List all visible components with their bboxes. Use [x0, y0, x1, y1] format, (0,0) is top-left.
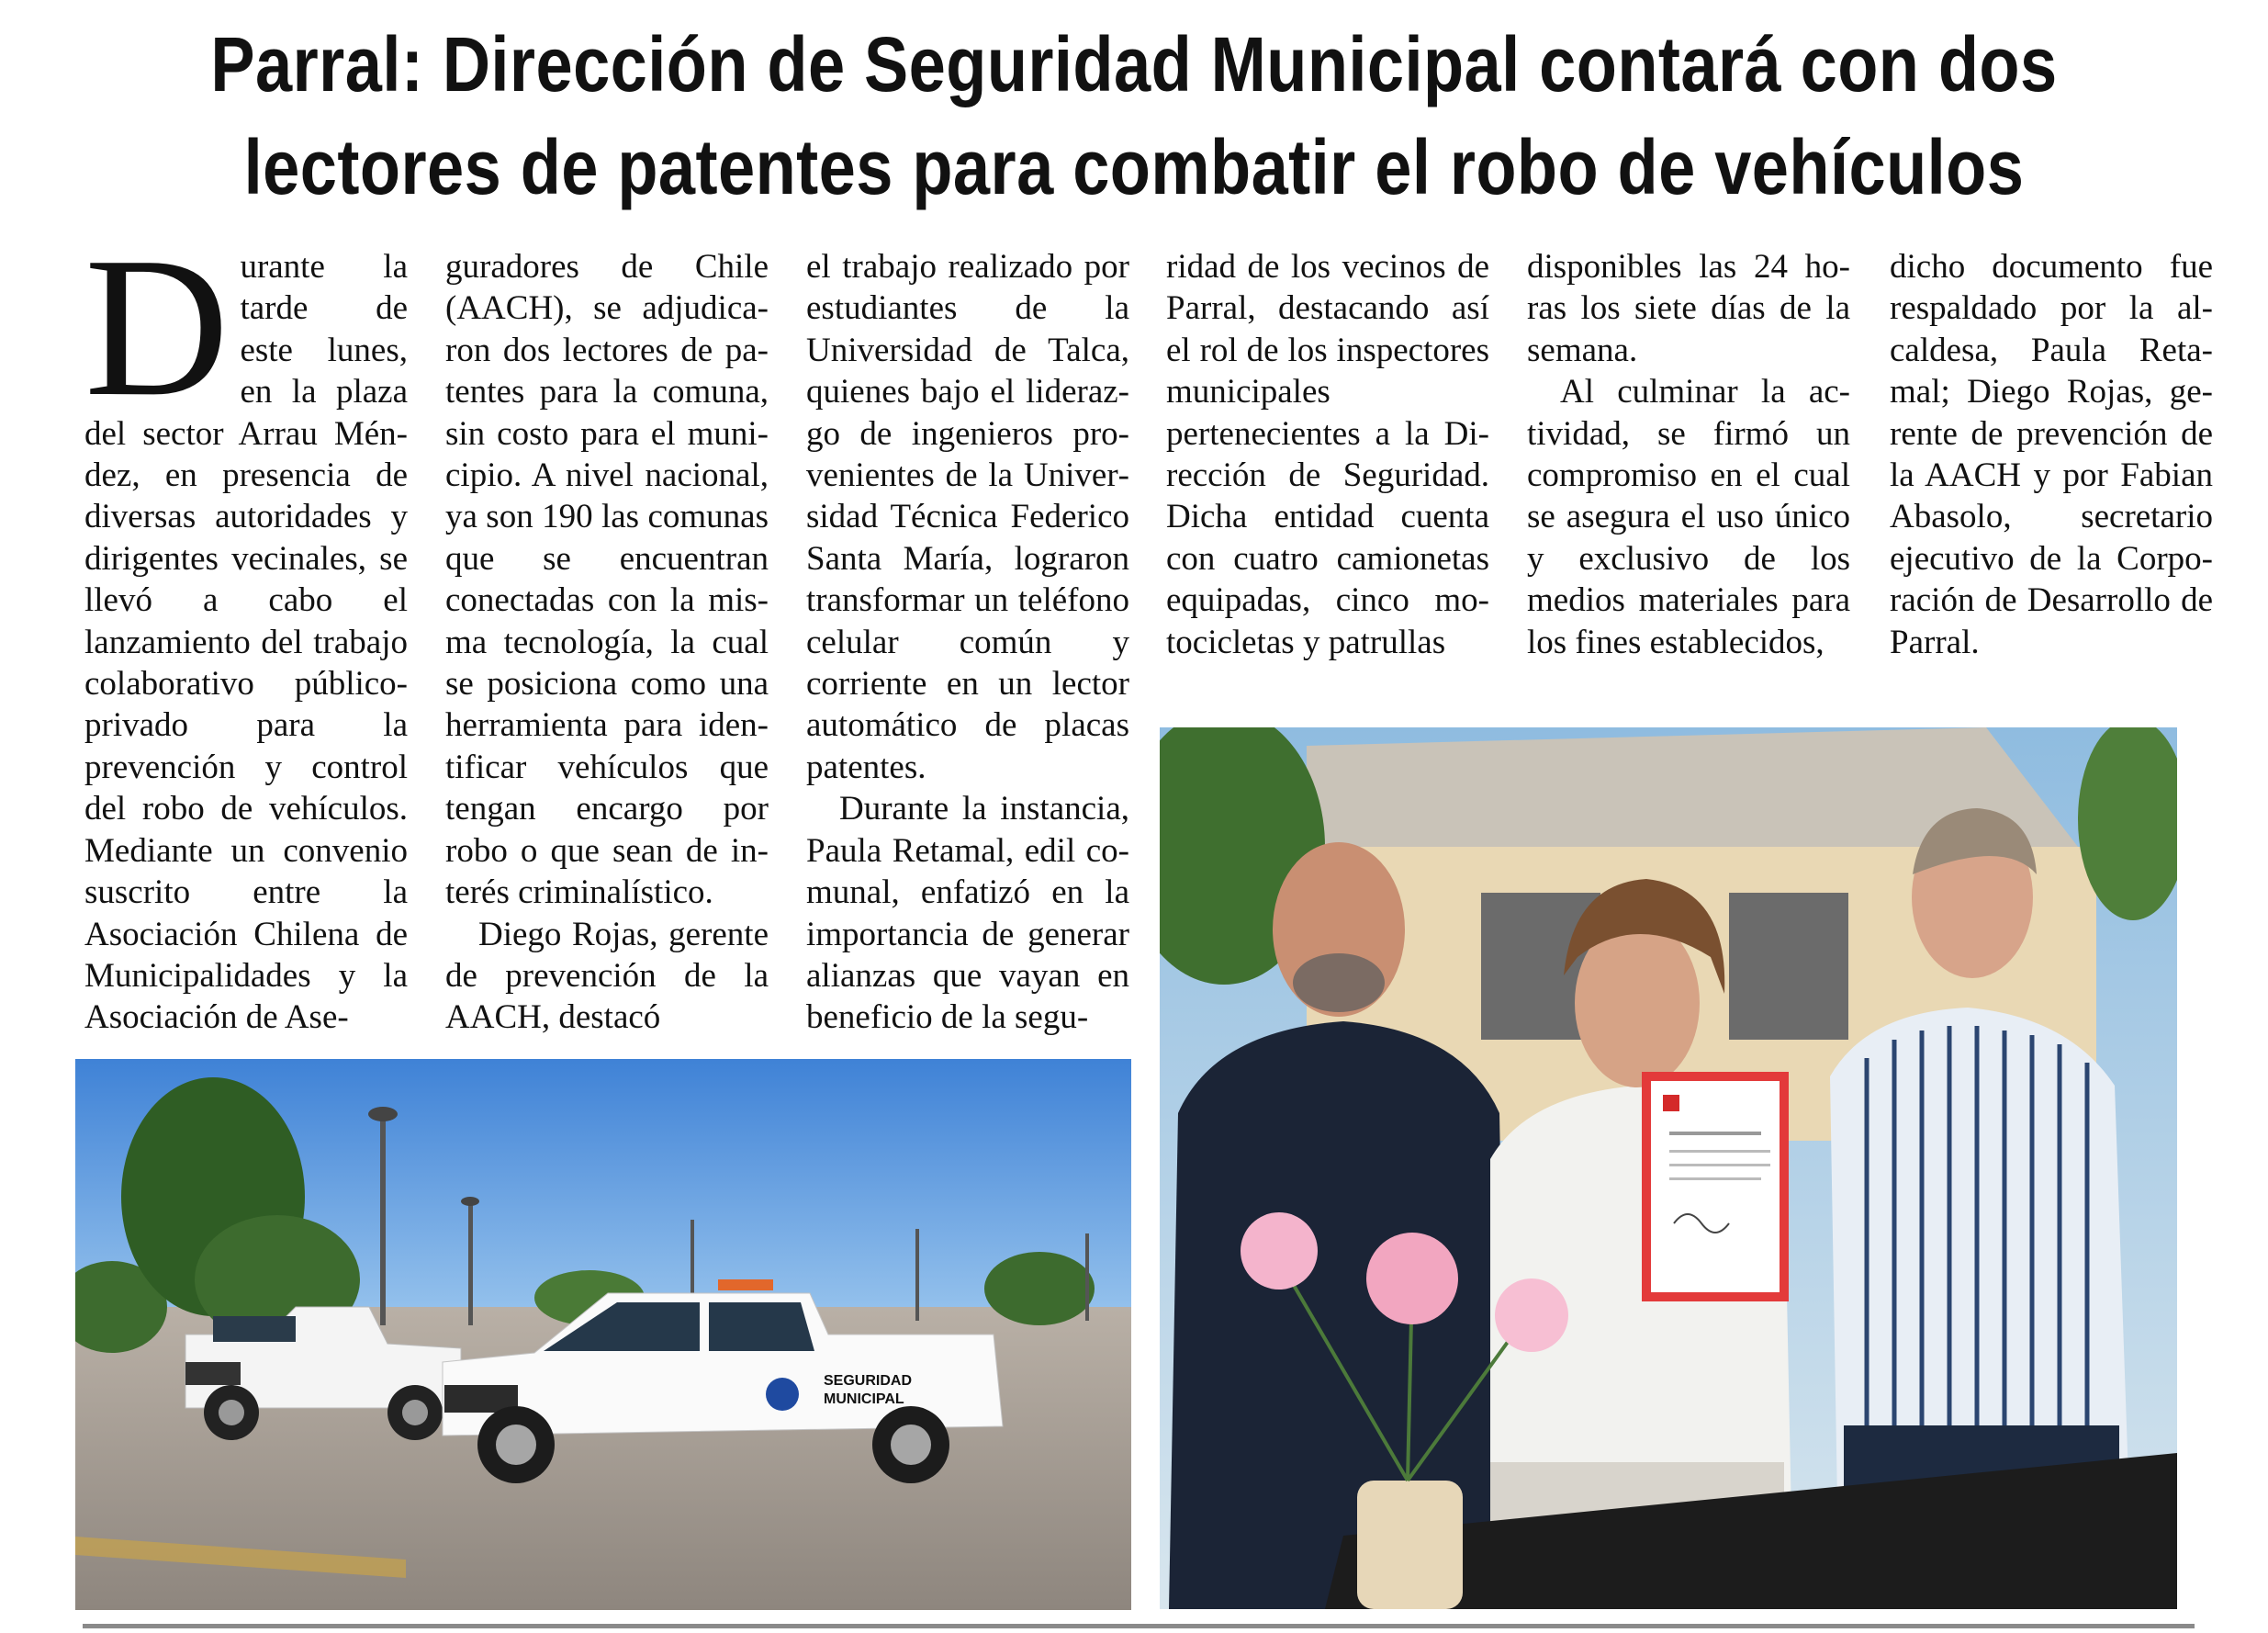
article-column-2: [445, 246, 769, 1039]
drop-cap: D: [84, 217, 230, 438]
headline: [207, 13, 2062, 219]
photo-municipal-trucks: [75, 1059, 1131, 1610]
article-column-1: [84, 217, 408, 1039]
photo-signing-ceremony: [1160, 727, 2177, 1609]
article-column-5: [1527, 246, 1850, 663]
column-5-paragraph-2: Al culminar la actividad, se firmó un compromiso en el cual se asegura el uso único y exclusivo de los medios materiales para los fines establecidos,: [1527, 373, 1850, 661]
column-2-paragraph-1: guradores de Chile (AACH), se adjudicaron dos lectores de patentes para la comuna, sin costo para el municipio. A nivel nacional, ya son 190 las comunas que se encuentran conectadas con la misma tecnología, la cual se posiciona como una herramienta para identificar vehículos que tengan encargo por robo o que sean de interés criminalístico.: [445, 248, 769, 912]
article-column-3: [806, 246, 1129, 1039]
column-4-paragraph-1: ridad de los vecinos de Parral, destacando así el rol de los inspectores municipales pertenecientes a la Dirección de Seguridad. Dicha entidad cuenta con cuatro camionetas equipadas, cinco motocicletas y patrullas: [1166, 248, 1489, 661]
column-3-paragraph-2: Durante la instancia, Paula Retamal, edil comunal, enfatizó en la importancia de generar alianzas que vayan en beneficio de la segu-: [806, 790, 1129, 1037]
bottom-rule: [83, 1624, 2195, 1628]
headline-line-1: Parral: Dirección de Seguridad Municipal contará con dos: [210, 21, 2058, 107]
truck-door-text-1: SEGURIDAD: [824, 1373, 913, 1389]
headline-line-2: lectores de patentes para combatir el robo de vehículos: [243, 124, 2025, 210]
column-1-paragraph-1: urante la tarde de este lunes, en la plaza del sector Arrau Méndez, en presencia de diversas autoridades y dirigentes vecinales, se llevó a cabo el lanzamiento del trabajo colaborativo público-privado para la prevención y control del robo de vehículos. Mediante un convenio suscrito entre la Asociación Chilena de Municipalidades y la Asociación de Ase-: [84, 248, 408, 1037]
column-3-paragraph-1: el trabajo realizado por estudiantes de la Universidad de Talca, quienes bajo el liderazgo de ingenieros provenientes de la Universidad Técnica Federico Santa María, lograron transformar un teléfono celular común y corriente en un lector automático de placas patentes.: [806, 248, 1129, 786]
column-2-paragraph-2: Diego Rojas, gerente de prevención de la AACH, destacó: [445, 915, 769, 1037]
article-column-6: [1890, 246, 2213, 663]
column-6-paragraph-1: dicho documento fue respaldado por la alcaldesa, Paula Retamal; Diego Rojas, gerente de prevención de la AACH y por Fabian Abasolo, secretario ejecutivo de la Corporación de Desarrollo de Parral.: [1890, 248, 2213, 661]
column-5-paragraph-1: disponibles las 24 horas los siete días de la semana.: [1527, 248, 1850, 369]
truck-door-text-2: MUNICIPAL: [824, 1391, 904, 1407]
article-column-4: [1166, 246, 1489, 663]
signed-document: [1642, 1072, 1789, 1301]
